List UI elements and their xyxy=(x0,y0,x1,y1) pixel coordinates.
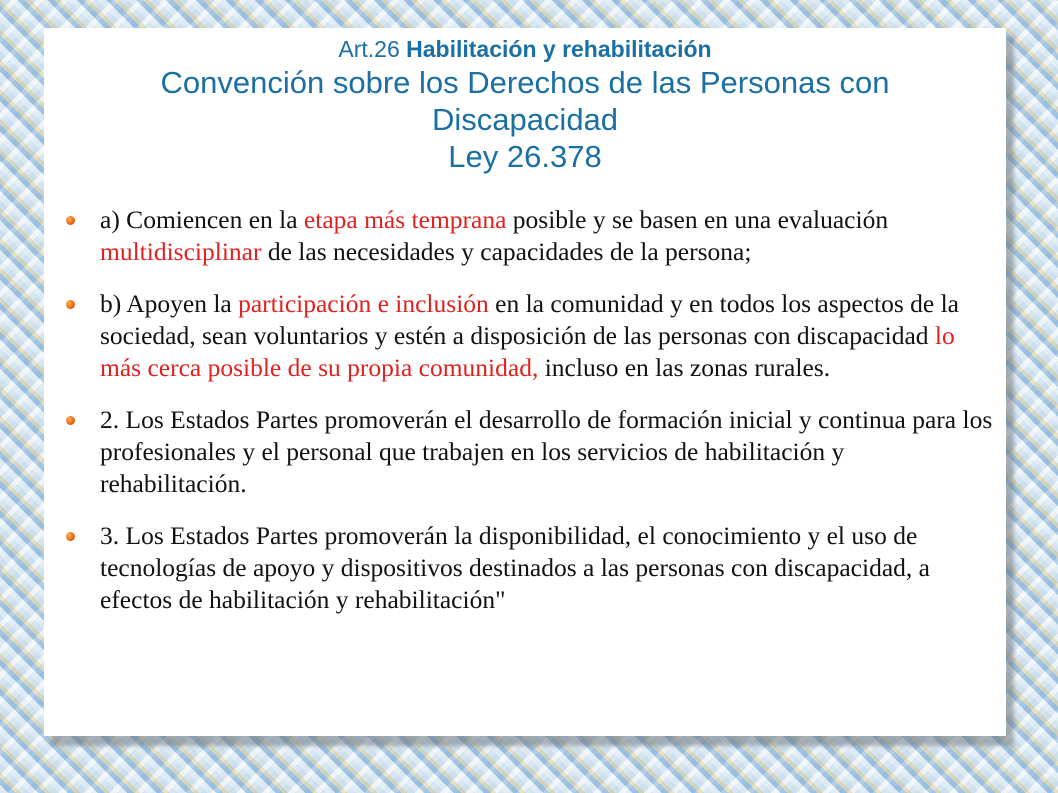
bullet-a-highlight-1: etapa más temprana xyxy=(303,205,507,234)
bullet-b-text-1: b) Apoyen la xyxy=(100,289,239,318)
bullet-dot-icon xyxy=(66,416,75,425)
slide xyxy=(44,28,1006,736)
title-article-bold: Habilitación y rehabilitación xyxy=(406,36,712,62)
title-convention: Convención sobre los Derechos de las Personas con Discapacidad xyxy=(160,65,890,137)
bullet-list xyxy=(66,204,996,616)
bullet-item-2 xyxy=(66,404,996,500)
title-article: Art.26 xyxy=(338,36,407,62)
bullet-b-highlight-1: participación e inclusión xyxy=(238,289,489,318)
bullet-item-3 xyxy=(66,520,996,616)
bullet-a-highlight-2: multidisciplinar xyxy=(100,237,262,266)
bullet-a-text-1: a) Comiencen en la xyxy=(100,205,304,234)
slide-title xyxy=(44,34,1006,176)
bullet-dot-icon xyxy=(66,300,75,309)
bullet-3-text: 3. Los Estados Partes promoverán la disponibilidad, el conocimiento y el uso de tecnologías de apoyo y dispositivos destinados a las personas con discapacidad, a efectos de habilitación y rehabilitación" xyxy=(100,521,930,614)
bullet-dot-icon xyxy=(66,532,75,541)
bullet-dot-icon xyxy=(66,216,75,225)
bullet-b-text-3: incluso en las zonas rurales. xyxy=(538,353,831,382)
bullet-b-text-2: en la comunidad y en todos los aspectos de la sociedad, sean voluntarios y estén a disposición de las personas con discapacidad xyxy=(100,289,959,350)
bullet-b-highlight-2: lo más cerca posible de su propia comunidad, xyxy=(100,321,955,382)
title-article-line xyxy=(44,34,1006,64)
bullet-item-a xyxy=(66,204,996,268)
title-law: Ley 26.378 xyxy=(448,139,602,174)
bullet-a-text-2: posible y se basen en una evaluación xyxy=(506,205,889,234)
bullet-a-text-3: de las necesidades y capacidades de la persona; xyxy=(261,237,752,266)
bullet-item-b xyxy=(66,288,996,384)
bullet-2-text: 2. Los Estados Partes promoverán el desarrollo de formación inicial y continua para los profesionales y el personal que trabajen en los servicios de habilitación y rehabilitación. xyxy=(100,405,993,498)
